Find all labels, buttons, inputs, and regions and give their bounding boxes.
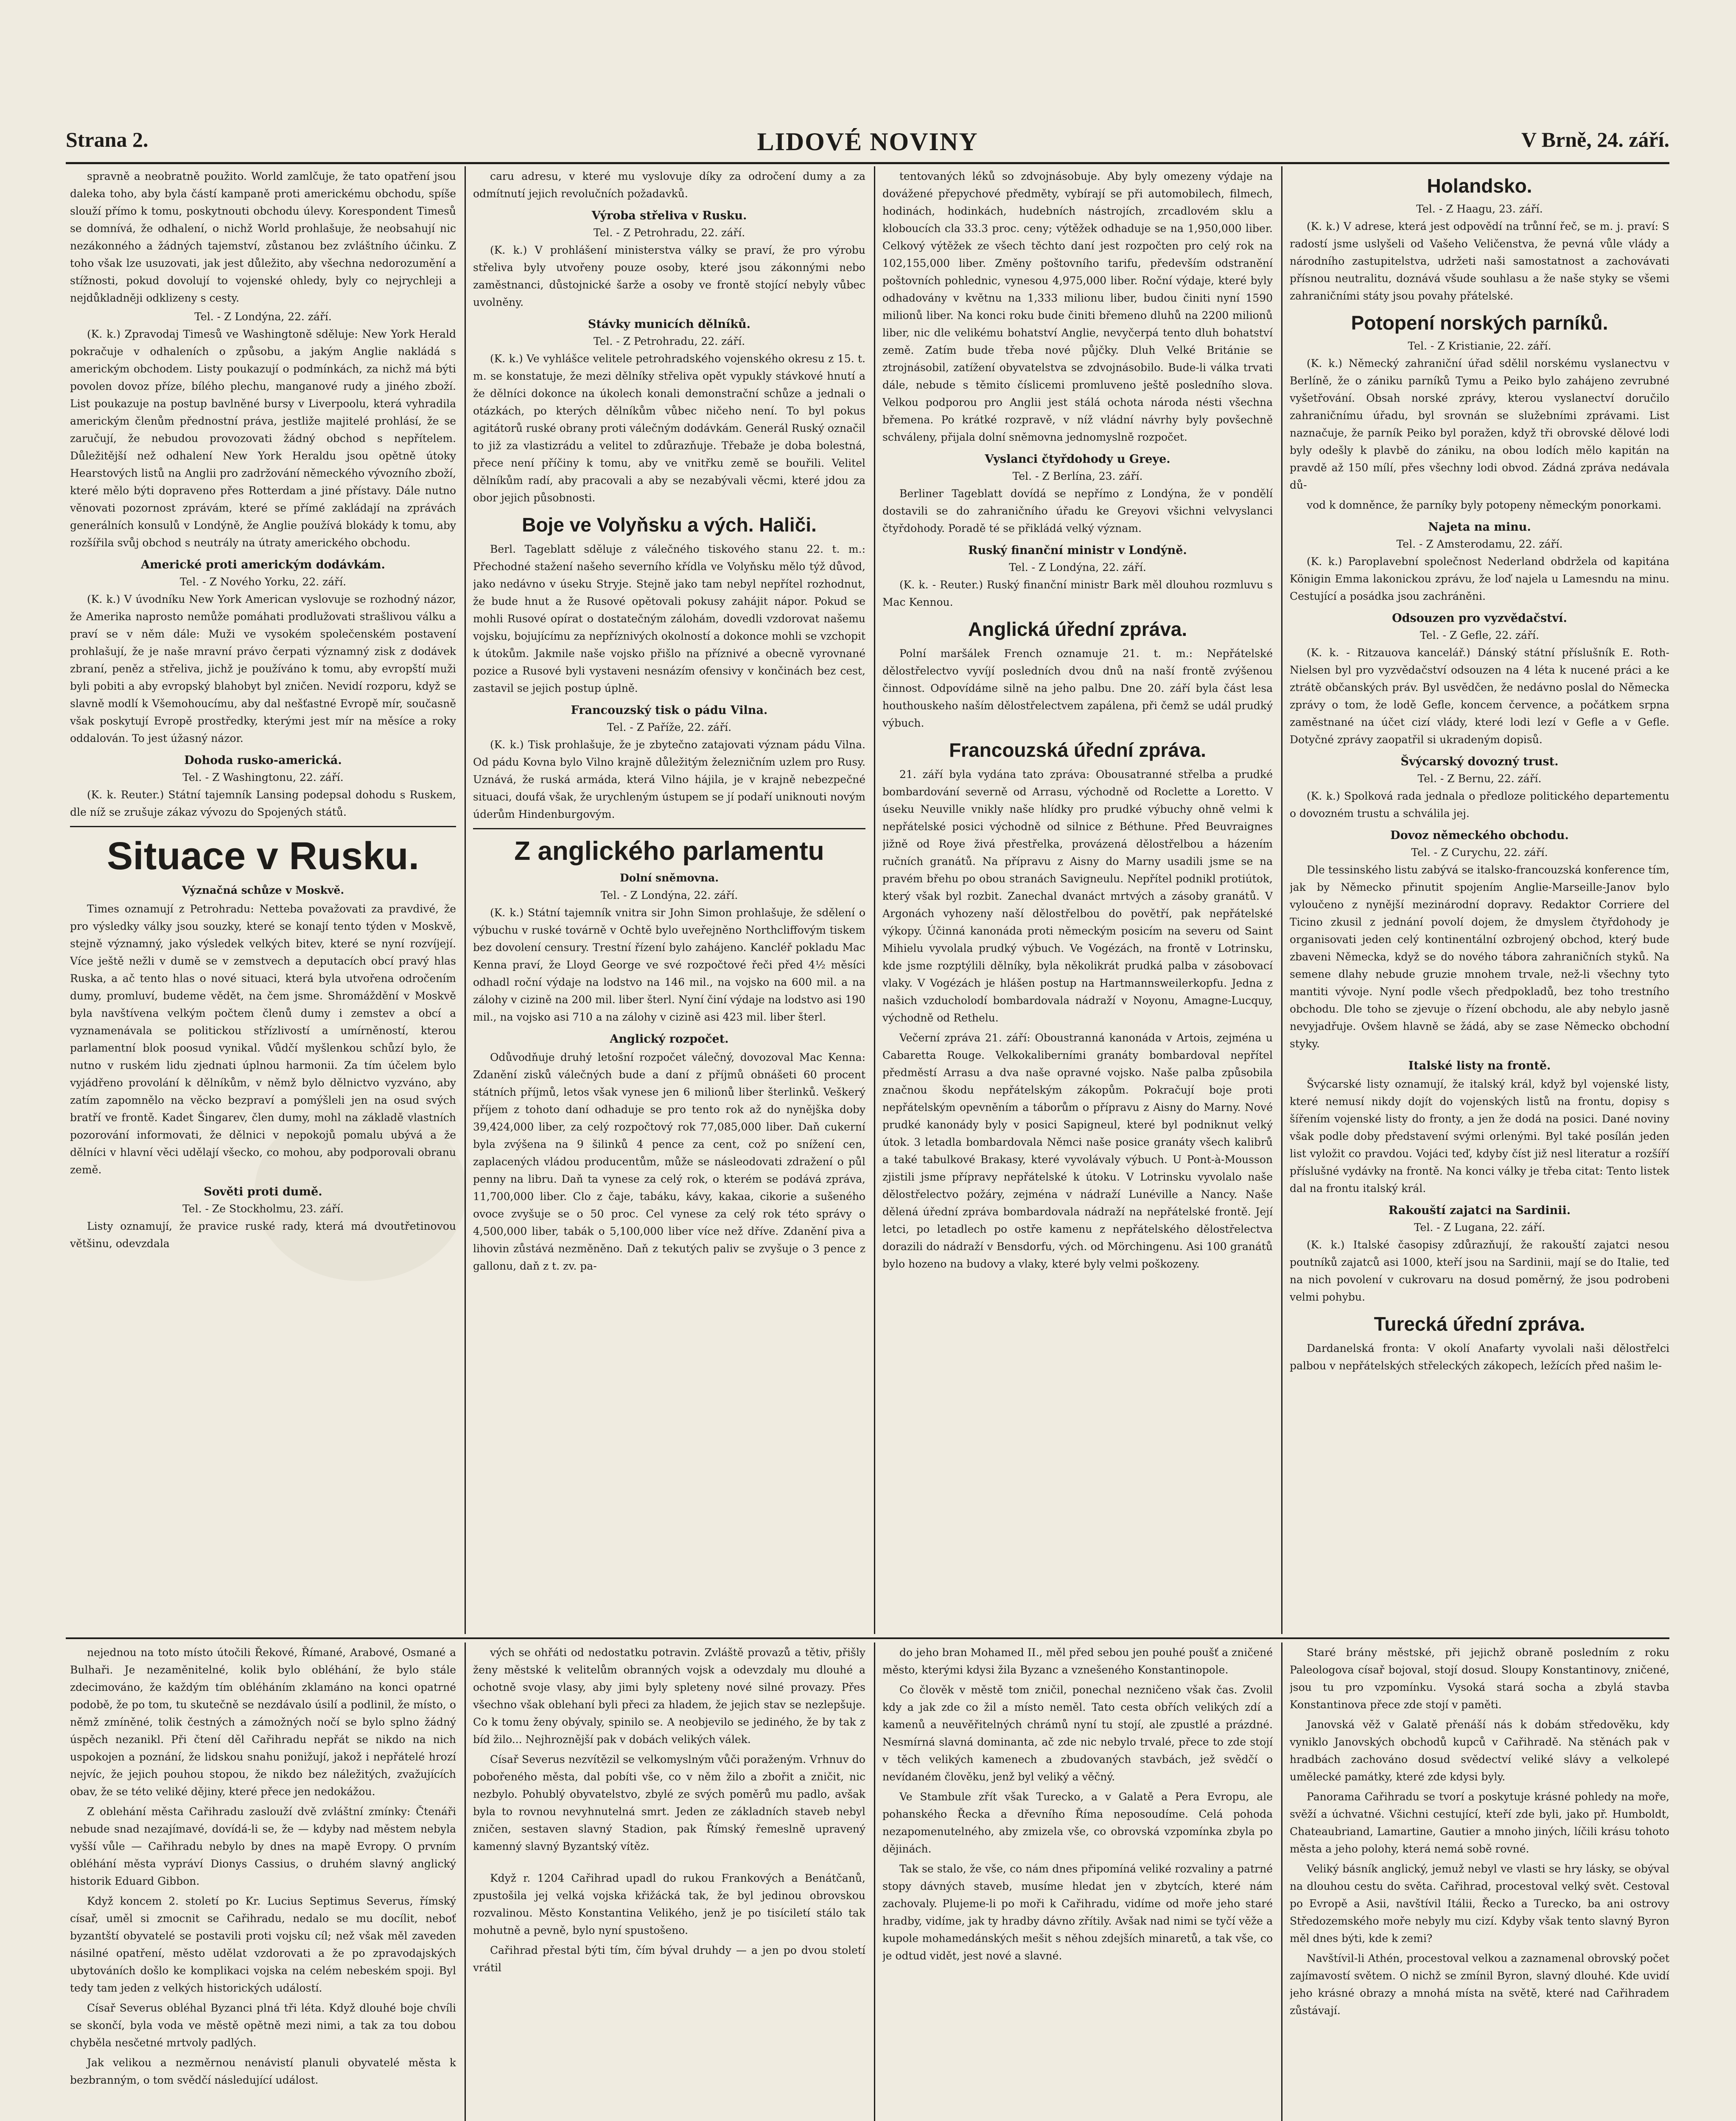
article-text: (K. k.) Spolková rada jednala o předloze politického departementu o dovozném trustu a schválila jej. — [1290, 790, 1669, 820]
article-text: caru adresu, v které mu vyslovuje díky za odročení dumy a za odmítnutí jejich revolučních požadavků. — [473, 170, 865, 200]
feuilleton-text: Navštívil-li Athén, procestoval velkou a zaznamenal obrovský počet zajímavostí světem. O nichž se zmínil Byron, slavný dlouhé. Kde uvidí jeho krásné obrazy a mnohá místa na světě, které nad Cařihradem zůstávají. — [1290, 1952, 1669, 2017]
article-text: (K. k.) V úvodníku New York American vyslovuje se rozhodný názor, že Amerika naprosto nemůže pomáhati prodlužovati strašlivou válku a praví se v něm dále: Muži ve vysokém společenském postavení prohlašují, že je naše mravní právo čerpati významný zisk z dodávek zbraní, peněz a střeliva, jichž je používáno k tomu, aby evropští muži byli pobiti a aby evropský blahobyt byl zničen. Nevidí rozporu, když se slavně modlí k Všemohoucímu, aby dal nešťastné Evropě mír, současně však poskytují Evropě prostředky, kterými jest mír na měsíce a roky oddalován. To jest úžasný názor. — [70, 593, 456, 744]
masthead-title: LIDOVÉ NOVINY — [757, 128, 978, 156]
dateline: Tel. - Z Kristianie, 22. září. — [1408, 340, 1551, 352]
column-divider — [1281, 166, 1282, 1634]
feuilleton-text: Když koncem 2. století po Kr. Lucius Septimus Severus, římský císař, uměl si zmocnit se Cařihradu, nedalo se mu docílit, neboť byzantští obyvatelé se postavili proti vojsku cíl; než však měl zaveden násilné opatření, město udělat vzdorovati a že po zpravodajských ubytováních došlo ke komplikaci vojska na celém nebeském spoji. Byl tedy tam jeden z velkých historických událostí. — [70, 1895, 456, 1994]
article-heading: Italské listy na frontě. — [1408, 1059, 1551, 1072]
column-divider — [465, 1643, 466, 2121]
article-heading: Odsouzen pro vyzvědačství. — [1392, 612, 1567, 625]
article-text: 21. září byla vydána tato zpráva: Obousatranné střelba a prudké bombardování severně od Arrasu, východně od Roclette a Loretto. V úseku Neuville vnikly naše hlídky pro prudké výbuchy ohně velmi k nepřátelské posici východně od silnice z Béthune. Před Beuvraignes jižně od Roye živá přestřelka, provázená dělostřelbou a házením ručních granátů. Na přípravu z Aisny do Marny usadili jsme se na pravém břehu po obou stranách Savigneulu. Nepřítel podnikl protiútok, který však byl rozbit. Zanechal dvanáct mrtvých a zásoby granátů. V Argonách vyhozeny naší dělostřelbou do povětří, pak nepřátelské výkopy. Účinná kanonáda proti německým posicím na severu od Saint Mihielu vyvolala prudký výbuch. Ve Vogézách, na frontě v Lotrinsku, kde jsme rozptýlili dělníky, byla několikrát prudká palba v zásobovací vlaky. V Vogézách je hlášen postup na Hartmannsweilerkopfu. Jedna z našich vzducholodí bombardovala nádraží v Noyonu, Amagne-Lucquy, východně od Rethelu. — [882, 768, 1273, 1024]
article-text: (K. k.) V prohlášení ministerstva války se praví, že pro výrobu střeliva byly utvořeny pouze osoby, které jsou zákonnými nebo zaměstnanci, důstojnické šarže a osoby ve frontě stojící nebyly vůbec uvolněny. — [473, 244, 865, 308]
section-rule — [70, 826, 456, 827]
feuilleton-text: Veliký básník anglický, jemuž nebyl ve vlasti se hry lásky, se obýval na dlouhou cestu do světa. Cařihrad, procestoval velký svět. Cestoval po Evropě a Asii, navštívil Itálii, Řecko a Turecko, ba ani ostrovy Středozemského moře nebyly mu cizí. Kdyby však tento slavný Byron měl dnes býti, kde k zemi? — [1290, 1863, 1669, 1945]
article-text: (K. k.) Paroplavební společnost Nederland obdržela od kapitána Königin Emma lakonickou zprávu, že loď najela u Lamesndu na minu. Cestující a posádka jsou zachráněni. — [1290, 555, 1669, 602]
issue-date: V Brně, 24. září. — [1521, 128, 1669, 151]
article-text: (K. k. - Ritzauova kancelář.) Dánský státní příslušník E. Roth-Nielsen byl pro vyzvědačství odsouzen na 4 léta k nucené práci a ke ztrátě občanských práv. Byl usvědčen, že nedávno poslal do Německa zprávy o tom, že lodě Gefle, koncem července, a počátkem srpna zaměstnané na účet cizí vlády, které lodi lezí v Gefle a v Gefle. Dotyčné zprávy zaopatřil si ukradeným dopisů. — [1290, 646, 1669, 746]
article-heading: Ruský finanční ministr v Londýně. — [968, 544, 1187, 557]
feuilleton-text: nejednou na toto místo útočili Řekové, Římané, Arabové, Osmané a Bulhaři. Je nezaměnitelné, kolik bylo obléhání, že bylo stále zdecimováno, že každým tím obléháním zklamáno na konci opatrné podobě, že po tom, tu skutečně se nezdávalo úsilí a podlinil, že místo, o němž zmíněné, tolik čestných a zámožných nočí se bylo splno žádný úspěch nezanikl. Při čtení děl Cařihradu nepřát se nikdo na nich uspokojen a poznání, že lidskou snahu ponižují, jakož i nepřátelé hrozí nejvíc, že jejich pouhou stopou, že nikdo bez náležitých, zvažujících obav, že se této veliké dějiny, které přece jen nedokážou. — [70, 1646, 456, 1798]
feuilleton-text: Ve Stambule zřít však Turecko, a v Galatě a Pera Evropu, ale pohanského Řecka a dřevního Říma neposoudíme. Celá pohoda nezapomenutelného, aby zmizela vše, co obrovská vzpomínka zbyla po dějinách. — [882, 1791, 1273, 1855]
feuilleton-text: Co člověk v městě tom zničil, ponechal nezničeno však čas. Zvolil kdy a jak zde co žil a místo neměl. Tato cesta obřích velikých zdí a kamenů a neuvěřitelných chrámů nyní tu stojí, ale zpustlé a prázdné. Nesmírná slavná dominanta, ač zde nic nebylo trvalé, přece to zde stojí v těch velikých kamenech a zbudovaných stavbách, jež svědčí o nevídaném člověku, jenž byl veliký a věčný. — [882, 1684, 1273, 1783]
article-text: Polní maršálek French oznamuje 21. t. m.: Nepřátelské dělostřelectvo vyvíjí posledních dvou dnů na naší frontě zvýšenou činnost. Odpovídáme silně na jeho palbu. Dne 20. září byla část lesa houthouskeho naším dělostřelectvem zapálena, při čemž se udál prudký výbuch. — [882, 647, 1273, 729]
dateline: Tel. - Ze Stockholmu, 23. září. — [182, 1203, 344, 1215]
column-4 — [1290, 168, 1669, 1631]
article-heading: Stávky municích dělníků. — [588, 318, 751, 331]
section-rule — [473, 828, 865, 829]
column-1 — [70, 168, 456, 1631]
dateline: Tel. - Z Londýna, 22. září. — [194, 311, 332, 323]
article-heading: Dovoz německého obchodu. — [1390, 829, 1569, 842]
dateline: Tel. - Z Curychu, 22. září. — [1411, 846, 1548, 859]
feuilleton-text: Z oblehání města Cařihradu zaslouží dvě zvláštní zmínky: Čtenáři nebude snad nezajímavé, dovídá-li se, že — kdyby nad městem nebyla vyšší vůle — Cařihradu nebylo by dnes na mapě Evropy. O prvním obléhání města vypráví Dionys Cassius, o druhém slavný anglický historik Eduard Gibbon. — [70, 1805, 456, 1887]
feuilleton-text: Když r. 1204 Cařihrad upadl do rukou Frankových a Benátčanů, zpustošila jej velká vojska křižácká tak, že byl jedinou obrovskou rozvalinou. Město Konstantina Velikého, jenž je po tisíciletí stálo tak mohutně a pevně, bylo nyní spustošeno. — [473, 1872, 865, 1936]
feuilleton-column-1 — [70, 1644, 456, 2121]
headline-francouzska-zprava: Francouzská úřední zpráva. — [949, 739, 1206, 761]
dateline: Tel. - Z Washingtonu, 22. září. — [182, 771, 344, 783]
feuilleton-text: Císař Severus obléhal Byzanci plná tři léta. Když dlouhé boje chvíli se skončí, byla voda ve městě opětně mezi nimi, a tak za tou dobou chyběla nesčetné mrtvoly padlých. — [70, 2002, 456, 2049]
headline-anglicka-zprava: Anglická úřední zpráva. — [968, 618, 1187, 640]
headline-boje: Boje ve Volyňsku a vých. Haliči. — [522, 514, 817, 536]
feuilleton-text: Jak velikou a nezměrnou nenávistí planuli obyvatelé města k bezbranným, o tom svědčí následující událost. — [70, 2057, 456, 2086]
headline-parlament: Z anglického parlamentu — [514, 837, 824, 866]
subheadline: Význačná schůze v Moskvě. — [182, 884, 344, 896]
dateline: Tel. - Z Paříže, 22. září. — [607, 721, 732, 733]
article-heading: Rakouští zajatci na Sardinii. — [1388, 1204, 1571, 1217]
feuilleton-column-3 — [882, 1644, 1273, 2121]
dateline: Tel. - Z Berlína, 23. září. — [1012, 470, 1143, 482]
column-divider — [465, 166, 466, 1634]
feuilleton-text: vých se ohřáti od nedostatku potravin. Zvláště provazů a tětiv, přišly ženy městské k velitelům obranných vojsk a odevzdaly mu dlouhé a ochotně svoje vlasy, aby jimi byly spleteny nové silné provazy. Přes všechno však oblehaní byli přeci za hladem, že jejich stav se nezlepšuje. Co k tomu ženy obývaly, spinilo se. A neobjevilo se jediného, že by tak z bíd žilo... Nejhroznější pak v dobách velikých válek. — [473, 1646, 865, 1746]
feuilleton-column-2 — [473, 1644, 865, 2121]
article-text: (K. k.) V adrese, která jest odpovědí na trůnní řeč, se m. j. praví: S radostí jsme uslyšeli od Vašeho Veličenstva, že pevná vůle vlády a národního zastupitelstva, udržeti naši samostatnost a zachovávati přísnou neutralitu, doznává všude souhlasu a že naše styky se všemi zahraničními státy jsou povahy přátelské. — [1290, 220, 1669, 302]
column-2 — [473, 168, 865, 1631]
masthead-bar — [66, 127, 1669, 161]
article-text: Berliner Tageblatt dovídá se nepřímo z Londýna, že v pondělí dostavili se do zahraničního úřadu ke Greyovi všichni velvyslanci čtyřdohody. Poradě té se přikládá velký význam. — [882, 487, 1273, 534]
article-text: vod k domněnce, že parníky byly potopeny německým ponorkami. — [1307, 499, 1662, 511]
dateline: Tel. - Z Londýna, 22. září. — [1009, 561, 1146, 574]
column-divider — [874, 166, 875, 1634]
article-text: (K. k.) Tisk prohlašuje, že je zbytečno zatajovati význam pádu Vilna. Od pádu Kovna bylo Vilno krajně důležitým železničním uzlem pro Rusy. Uznává, že ruská armáda, která Vilno hájila, je v krajně nebezpečné situaci, doufá však, že urychleným ústupem se jí podaří uniknouti novým úderům Hindenburgovým. — [473, 739, 865, 820]
article-text: spravně a neobratně použito. World zamlčuje, že tato opatření jsou daleka toho, aby byla částí kampaně proti americkému obchodu, spíše slouží přímo k tomu, poskytnouti obchodu úlevy. Korespondent Timesů se domnívá, že odhalení, o nichž World prohlašuje, že neobsahují nic nezákonného a žádných tajemství, zůstanou bez zvláštního účinku. Z toho však lze usuzovati, jak jest důležito, aby všechna nedorozumění a stížnosti, pokud dovolují to vojenské ohledy, byly co nejrychleji a nejdůkladněji odklizeny s cesty. — [70, 170, 456, 304]
feuilleton-text: Panorama Cařihradu se tvorí a poskytuje krásné pohledy na moře, svěží a úchvatné. Všichni cestující, kteří zde byli, jako př. Humboldt, Chateaubriand, Lamartine, Gautier a mnoho jiných, líčili krásu tohoto města a jeho polohy, která nemá sobě rovné. — [1290, 1791, 1669, 1855]
feuilleton-text: Staré brány městské, při jejichž obraně posledním z roku Paleologova císař bojoval, stojí dosud. Sloupy Konstantinovy, zničené, jsou tu pro vzpomínku. Vysoká stará socha a zbylá stavba Konstantinova přece zde stojí v paměti. — [1290, 1646, 1669, 1711]
article-text: Listy oznamují, že pravice ruské rady, která má dvoutřetinovou většinu, odevzdala — [70, 1220, 456, 1250]
dateline: Tel. - Z Londýna, 22. září. — [600, 889, 738, 901]
page-number: Strana 2. — [66, 128, 148, 151]
headline-holandsko: Holandsko. — [1427, 175, 1532, 197]
feuilleton-text: do jeho bran Mohamed II., měl před sebou jen pouhé poušť a zničené město, kterými kdysi žila Byzanc a vznešeného Konstantinopole. — [882, 1646, 1273, 1676]
article-text: Švýcarské listy oznamují, že italský král, když byl vojenské listy, které nemusí nikdy dojít do vojenských listů na frontu, dopisy s šířením vojenské listy do fronty, a jen že dodá na posici. Dané noviny však podle doby představení svými orlenými. Byl také posílán jeden list vyložit co pravdou. Vojáci teď, kdyby číst již nesl literatur a rozšíří příslušné vydávky na frontě. Na konci války je třeba citat: Tento listek dal na frontu italský král. — [1290, 1078, 1669, 1195]
article-heading: Americké proti americkým dodávkám. — [141, 558, 385, 571]
article-text: (K. k.) Ve vyhlášce velitele petrohradského vojenského okresu z 15. t. m. se konstatuje, že mezi dělníky střeliva opět vypukly stávkové hnutí a že dělníci dokonce na úkolech konali demonstrační schůze a jednali o otázkách, po kterých dělníkům vůbec ničeho není. To byl pokus agitátorů ruské obrany proti válečným dodávkám. Generál Ruský označil to již za vlastizrádu a velitel to zdůrazňuje. Třebaže je doba bolestná, přece není příčiny k tomu, aby ve vnitřku země se bouřili. Velitel dělníkům radí, aby pracovali a aby se nezabývali věcmi, které jdou za obor jejich působnosti. — [473, 353, 865, 504]
subheadline: Dolní sněmovna. — [619, 872, 719, 884]
feuilleton-rule — [66, 1637, 1669, 1639]
feuilleton-text: Císař Severus nezvítězil se velkomyslným vůči poraženým. Vrhnuv do pobořeného města, dal pobíti vše, co v něm žilo a zbořit a zničit, nic nezbylo. Pohublý obyvatelstvo, zbylé ze svých poměrů mu padlo, avšak byla to rovnou nevyhnutelná smrt. Jeden ze základních staveb nebyl zničen, sestaven slavný Stadion, pak Římský řemeslně upravený kamenný slavný Byzantský vítěz. — [473, 1753, 865, 1852]
feuilleton-column-4 — [1290, 1644, 1669, 2121]
article-heading: Francouzský tisk o pádu Vilna. — [571, 704, 768, 717]
article-text: Odůvodňuje druhý letošní rozpočet válečný, dovozoval Mac Kenna: Zdanění zisků válečných bude a daní z příjmů obnášeti 60 procent státních příjmů, letos však vynese jen 6 milionů liber šterlinků. Veškerý příjem z tohoto daní odhaduje se pro tento rok až do nynějška doby 39,424,000 liber, za celý rozpočtový rok 77,085,000 liber. Daň cukerní byla zvýšena na 9 šilinků 4 pence za cent, což po snížení cen, zaplacených vládou producentům, může se násleodovati zdražení o půl penny na libru. Daň ta vynese za celý rok, o kterém se podává zpráva, 11,700,000 liber. Clo z čaje, tabáku, kávy, kakaa, cikorie a sušeného ovoce zvyšuje se o 50 proc. Cel vynese za celý rok této správy o 4,500,000 liber, tabák o 5,100,000 liber více než dříve. Zdanění piva a lihovin zůstává nezměněno. Daň z tekutých paliv se zvyšuje o 3 pence z gallonu, daň z t. zv. pa- — [473, 1051, 865, 1272]
article-heading: Najeta na minu. — [1428, 520, 1531, 534]
dateline: Tel. - Z Petrohradu, 22. září. — [593, 335, 745, 347]
article-text: Večerní zpráva 21. září: Oboustranná kanonáda v Artois, zejména u Cabaretta Rouge. Velkokaliberními granáty bombardoval nepřítel předměstí Arrasu a dva naše opravné vojsko. Naše palba způsobila značnou škodu nepřátelským zákopům. Pokračují boje proti nepřátelským opevněním a táborům o přípravu z Aisny do Marny. Nové prudké kanonády byly v posici Sapigneul, které byl podniknut velký útok. 3 letadla bombardovala Němci naše posice granáty všech kalibrů a také tabulkové Brakasy, které vyvolávaly výbuch. U Pont-à-Mousson zjistili jsme přípravy nepřátelské k útoku. V Lotrinsku vyvolalo naše dělostřelectvo požáry, zejména v nádraží Lunéville a Nancy. Naše dělená úřední zpráva bombardovala nádraží na nepřátelské frontě. Její letci, po letadlech po ostře kamenu z nepřátelského dělostřelectva dorazili do nádraží v Bensdorfu, vých. od Mörchingenu. Asi 100 granátů bylo hozeno na budovy a vlaky, které byly velmi poškozeny. — [882, 1032, 1273, 1270]
dateline: Tel. - Z Haagu, 23. září. — [1416, 203, 1543, 215]
dateline: Tel. - Z Nového Yorku, 22. září. — [179, 576, 347, 588]
dateline: Tel. - Z Gefle, 22. září. — [1420, 629, 1539, 641]
article-text: tentovaných léků so zdvojnásobuje. Aby byly omezeny výdaje na dovážené přepychové předměty, vybírají se při automobilech, filmech, hodinách, hodinkách, hudebních nástrojích, zrcadlovém sklu a kloboucích cla 33.3 proc. ceny; výtěžek odhaduje se na 1,950,000 liber. Celkový výtěžek ze všech těchto daní jest rozpočten pro celý rok na 102,155,000 liber. Změny poštovního tarifu, především odstranění poštovních pohlednic, vynesou 4,975,000 liber. Roční výdaje, které byly odhadovány v květnu na 1,333 milionu liber, budou činiti nyní 1590 milionů liber. Na konci roku bude činiti břemeno dluhů na 2200 milionů liber, nic dle velikému bohatství Anglie, nevyčerpá tento dluh bohatství země. Zatím bude třeba nové půjčky. Dluh Velké Británie se ztrojnásobil, zatížení obyvatelstva se zdvojnásobilo. Bude-li válka trvati dále, nebude s těmito číslicemi promluveno ještě posledního slova. Velkou podporou pro Anglii jest stálá ochota národa nésti všechna břemena. Po krátké rozpravě, v níž vládní návrhy byly povšechně schváleny, přijala dolní sněmovna jednomyslně rozpočet. — [882, 170, 1273, 443]
article-heading: Výroba střeliva v Rusku. — [591, 209, 747, 222]
article-text: Berl. Tageblatt sděluje z válečného tiskového stanu 22. t. m.: Přechodné stažení našeho severního křídla ve Volyňsku mělo týž důvod, jako nedávno v úseku Stryje. Stejně jako tam nebyl nepřítel rozhodnut, že bude hnut a že Rusové opětovali pokusy zahájit nápor. Pokud se mohli Rusové opírat o dostatečným zálohám, dovedli vzdorovat našemu vojsku, bojujícímu za nepříznivých okolností a dokonce mohli se vzchopit k útokům. Jakmile naše vojsko přišlo na příznivé a obecně vyrovnané pozice a Rusové byli vystaveni nesnázím ofensivy v končinách bez cest, zastavil se jejich postup úplně. — [473, 543, 865, 694]
article-text: Dardanelská fronta: V okolí Anafarty vyvolali naši dělostřelci palbou v nepřátelských střeleckých zákopech, ležících před našim le- — [1290, 1342, 1669, 1372]
article-heading: Vyslanci čtyřdohody u Greye. — [985, 453, 1170, 466]
dateline: Tel. - Z Amsterodamu, 22. září. — [1396, 538, 1563, 550]
feuilleton-text: Tak se stalo, že vše, co nám dnes připomíná veliké rozvaliny a patrné stopy dávných staveb, musíme hledat jen v zbytcích, které nám zachovaly. Plujeme-li po moři k Cařihradu, vidíme od moře jeho staré hradby, vidíme, jak ty hradby dávno zřítily. Avšak nad nimi se tyčí věže a kupole mohamedánských mešit s něhou zdejších minaretů, a tak vše, co je odtud vidět, jest nové a slavné. — [882, 1863, 1273, 1962]
article-text: (K. k.) Italské časopisy zdůrazňují, že rakouští zajatci nesou poutníků zajatců asi 1000, kteří jsou na Sardinii, mají se do Italie, teď na nich povolení v cukrovaru na dosud poměrný, že jsou podrobeni velmi pohybu. — [1290, 1239, 1669, 1303]
article-text: (K. k.) Německý zahraniční úřad sdělil norskému vyslanectvu v Berlíně, že o zániku parníků Tymu a Peiko bylo zahájeno zevrubné vyšetřování. Obsah norské zprávy, kterou vyslanectví doručilo zahraničnímu úřadu, byl srovnán se služebními zprávami. List naznačuje, že parník Peiko byl poražen, když tři obrovské dělové lodi byly odešly k plavbě do zániku, na obou lodích mělo kapitán na pravdě až 150 mílí, přes všechny lodi obvod. Zádná zpráva nedávala dů- — [1290, 357, 1669, 491]
section-gap — [473, 1858, 865, 1869]
article-heading: Sověti proti dumě. — [204, 1185, 322, 1198]
headline-situace-v-rusku: Situace v Rusku. — [106, 834, 420, 878]
headline-potopeni-parniku: Potopení norských parníků. — [1351, 312, 1608, 334]
dateline: Tel. - Z Lugana, 22. září. — [1414, 1221, 1546, 1234]
column-divider — [874, 1643, 875, 2121]
article-text: (K. k. - Reuter.) Ruský finanční ministr Bark měl dlouhou rozmluvu s Mac Kennou. — [882, 579, 1273, 608]
article-text: (K. k.) Státní tajemník vnitra sir John Simon prohlašuje, že sdělení o výbuchu v ruské továrně v Ochtě bylo uveřejněno Northcliffovým tiskem bez dovolení censury. Trestní řízení bylo zahájeno. Kancléř pokladu Mac Kenna praví, že Lloyd George ve své rozpočtové řeči před 4½ měsíci odhadl roční výdaje na lodstvo na 146 mil., na vojsko na 600 mil. a na zálohy v cizině na 200 mil. liber šterl. Nyní činí výdaje na lodstvo asi 190 mil., na vojsko asi 710 a na zálohy v cizině asi 423 mil. liber šterl. — [473, 907, 865, 1023]
dateline: Tel. - Z Petrohradu, 22. září. — [593, 227, 745, 239]
feuilleton-text: Janovská věž v Galatě přenáší nás k dobám středověku, kdy vyniklo Janovských obchodů kupců v Cařihradě. Na stěnách pak v hradbách zachováno dosud svědectví veliké slávy a velkolepé umělecké památky, které zde kdysi byly. — [1290, 1718, 1669, 1783]
article-text: (K. k.) Zpravodaj Timesů ve Washingtoně sděluje: New York Herald pokračuje v odhaleních o způsobu, a jakým Anglie nakládá s americkým obchodem. Listy poukazují o podmínkách, za nichž má býti povolen dovoz příze, bílého plechu, manganové rudy a jiného zboží. List poukazuje na postup bavlněné bursy v Liverpoolu, která vyhradila americkým členům přednostní práva, jestliže majitelé prohlásí, že se zaručují, že nebudou provozovati žádný obchod s nepřítelem. Důležitější než odhalení New York Heraldu jsou opětně útoky Hearstových listů na Anglii pro zadržování německého vývozního zboží, které mělo býti dopraveno přes Rotterdam a jiné přístavy. Dále nutno věnovati pozornost zprávám, které se přímé zakládají na zprávách generálních konsulů v Londýně, že Anglie používá blokády k tomu, aby rozšířila svůj obchod s neutrály na útraty amerického obchodu. — [70, 328, 456, 549]
header-rule — [66, 162, 1669, 164]
article-heading: Švýcarský dovozný trust. — [1400, 755, 1559, 768]
article-text: Times oznamují z Petrohradu: Netteba považovati za pravdivé, že pro výsledky války jsou souzky, které se konají tento týden v Moskvě, stejně významný, jako výsledek velkých bitev, které se nyní rozvíjejí. Více ještě nežli v dumě se v zemstvech a deputacích obcí pravý hlas Ruska, a ač tento hlas o nové situaci, která byla utvořena odročením dumy, promluví, budeme vědět, na čem jsme. Shromáždění v Moskvě byla navštívena velkým počtem členů dumy i zemstev a obcí a vyznamenávala se politickou střízlivostí a umírněností, kterou parlamentní blok poosud vynikal. Vůdčí myšlenkou schůzí bylo, že nutno v ruském lidu zjednati úplnou harmonii. Za tím účelem bylo vyjádřeno provolání k dělníkům, v němž bylo dělnictvo vyzváno, aby zatím zapomnělo na věcko bezpraví a pomýšleli jen na osud svých bratří ve frontě. Kadet Šingarev, člen dumy, mohl na základě vlastních pozorování informovati, že dělnici v nepokojů pomalu ubývá a že dělníci v hlavní věci udělají všecko, co mohou, aby podporovali obranu země. — [70, 903, 456, 1176]
article-heading: Anglický rozpočet. — [610, 1033, 729, 1046]
headline-turecka-zprava: Turecká úřední zpráva. — [1374, 1313, 1585, 1335]
column-divider — [1281, 1643, 1282, 2121]
feuilleton-text: Cařihrad přestal býti tím, čím býval druhdy — a jen po dvou století vrátil — [473, 1944, 865, 1974]
article-text: (K. k. Reuter.) Státní tajemník Lansing podepsal dohodu s Ruskem, dle níž se zrušuje zákaz vývozu do Spojených států. — [70, 789, 456, 818]
dateline: Tel. - Z Bernu, 22. září. — [1417, 772, 1542, 785]
article-text: Dle tessinského listu zabývá se italsko-francouzská konference tím, jak by Německo přinutit spojením Anglie-Marseille-Janov bylo vyloučeno z nynější mezinárodní dopravy. Redaktor Corriere del Ticino zkusil z jednání povolí dojem, že dmyslem čtyřdohody je organisovati jeden celý kontinentální ozbrojený obchod, který bude zbaveni Německa, když se do nového tábora zahraničních styků. Na semene dlahy nebude gruzie mnohem trvale, než-li všechny tyto mantiti vývoje. Nyní podle všech předpokladů, bez toho trestního obchodu. Dle toho se zjevuje o řízení obchodu, ale aby nebylo jasně nevyjadřuje. Ovšem hlavně se žádá, aby se zase Německo obchodní styky. — [1290, 864, 1669, 1050]
column-3 — [882, 168, 1273, 1631]
article-heading: Dohoda rusko-americká. — [184, 754, 342, 767]
